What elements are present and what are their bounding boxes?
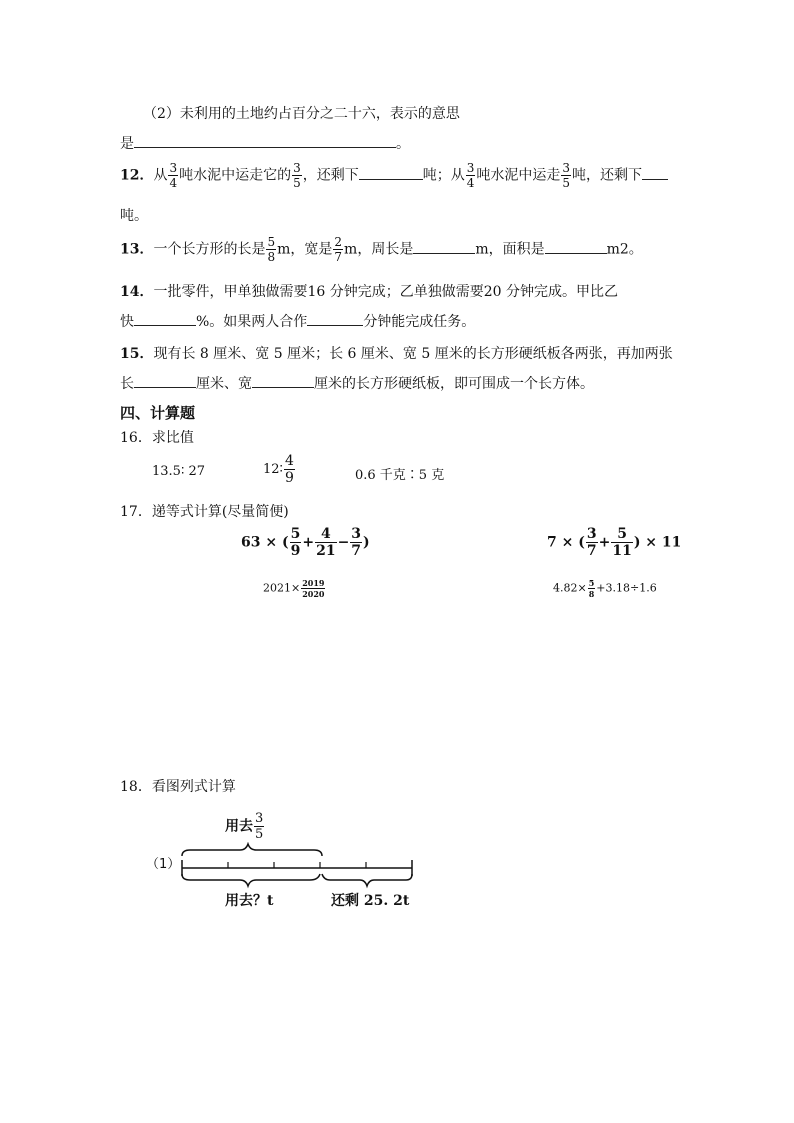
q11-2-line2	[120, 133, 410, 153]
q16-expr-2	[263, 454, 296, 485]
q13-text: m2。	[606, 241, 643, 258]
q17-text: 63 × (	[241, 534, 289, 551]
q14-line2	[120, 311, 475, 331]
fraction: $\frac{3}{5}$	[255, 811, 264, 842]
q17-text: 4.82×	[553, 581, 587, 595]
answer-blank[interactable]	[307, 311, 363, 326]
q17-expr-3	[263, 579, 326, 598]
q16-text: 12∶	[263, 462, 283, 477]
q12-line1	[120, 162, 668, 189]
fraction: $\frac{2019}{2020}$	[302, 578, 325, 599]
q11-2-suffix: 。	[396, 136, 410, 152]
q15-line1	[120, 343, 673, 363]
q12-text: ，还剩下	[302, 167, 359, 184]
answer-blank[interactable]	[413, 239, 475, 254]
fraction: $\frac{3}{5}$	[562, 161, 571, 190]
q17-expr-2	[547, 527, 681, 558]
q17-text: +3.18÷1.6	[596, 581, 657, 595]
q12-number: 12．	[120, 167, 154, 184]
fraction: $\frac{4}{9}$	[284, 453, 294, 486]
q12-text: 吨，还剩下	[572, 167, 643, 184]
answer-blank[interactable]	[134, 133, 396, 148]
q17-text: ) × 11	[633, 534, 682, 551]
answer-blank[interactable]	[545, 239, 607, 254]
q13-text: 一个长方形的长是	[153, 241, 266, 258]
answer-blank[interactable]	[134, 311, 196, 326]
q12-text: 吨水泥中运走	[476, 167, 561, 184]
top-brace	[182, 844, 322, 856]
answer-blank[interactable]	[252, 373, 314, 388]
fraction: $\frac{3}{4}$	[466, 161, 475, 190]
q15-text: 厘米的长方形硬纸板，即可围成一个长方体。	[314, 376, 594, 392]
q14-number: 14．	[120, 284, 154, 300]
fraction: $\frac{3}{7}$	[351, 526, 362, 559]
q17-expr-4	[553, 579, 657, 598]
q11-2-prefix: 是	[120, 136, 134, 152]
answer-blank[interactable]	[134, 373, 196, 388]
q14-text: 一批零件，甲单独做需要16 分钟完成；乙单独做需要20 分钟完成。甲比乙	[153, 284, 619, 300]
bottom-brace-right	[322, 874, 412, 886]
fraction: $\frac{5}{8}$	[267, 235, 276, 264]
q12-text: 吨水泥中运走它的	[179, 167, 292, 184]
fraction: $\frac{3}{4}$	[169, 161, 178, 190]
section-heading: 四、计算题	[120, 404, 196, 422]
diagram-sub-label: （1）	[146, 857, 181, 872]
diagram-bottom-left-label: 用去？t	[225, 893, 274, 909]
fraction: $\frac{2}{7}$	[334, 235, 343, 264]
q13-number: 13．	[120, 241, 154, 258]
q17-title: 17．递等式计算(尽量简便)	[120, 504, 289, 520]
answer-blank[interactable]	[359, 165, 423, 180]
q14-text: 分钟能完成任务。	[363, 314, 476, 330]
fraction: $\frac{5}{8}$	[588, 578, 595, 599]
q15-text: 长	[120, 376, 134, 392]
diagram-bottom-right-label: 还剩 25. 2t	[331, 893, 410, 909]
fraction: $\frac{5}{9}$	[290, 526, 301, 559]
bottom-brace-left	[182, 874, 320, 886]
answer-blank[interactable]	[642, 165, 668, 180]
q17-text: )	[363, 534, 370, 551]
q14-line1	[120, 281, 618, 301]
q12-text: 从	[153, 167, 168, 184]
q17-text: −	[337, 534, 350, 551]
q15-number: 15．	[120, 346, 154, 362]
q13-text: m，宽是	[277, 241, 333, 258]
q17-text: 2021×	[263, 581, 301, 595]
q14-text: 快	[120, 314, 134, 330]
fraction: $\frac{5}{11}$	[612, 526, 632, 559]
q17-text: 7 × (	[547, 534, 585, 551]
diagram-top-label	[225, 812, 265, 841]
q13-line	[120, 236, 643, 263]
q15-text: 厘米、宽	[196, 376, 252, 392]
q16-title: 16．求比值	[120, 430, 194, 446]
q12-line2: 吨。	[120, 208, 148, 224]
q13-text: m，周长是	[344, 241, 414, 258]
q17-text: +	[598, 534, 611, 551]
q16-expr-3: 0.6 千克∶5 克	[355, 468, 445, 483]
q14-text: %。如果两人合作	[196, 314, 308, 330]
q15-text: 现有长 8 厘米、宽 5 厘米；长 6 厘米、宽 5 厘米的长方形硬纸板各两张，再加两张	[153, 346, 673, 362]
fraction: $\frac{3}{7}$	[586, 526, 597, 559]
q18-title: 18．看图列式计算	[120, 779, 236, 795]
diagram-label-text: 用去	[225, 818, 253, 835]
q17-text: +	[302, 534, 315, 551]
q11-2-line1: （2）未利用的土地约占百分之二十六，表示的意思	[143, 106, 460, 122]
q15-line2	[120, 373, 594, 393]
q13-text: m，面积是	[475, 241, 545, 258]
q12-text: 吨；从	[422, 167, 465, 184]
fraction: $\frac{3}{5}$	[293, 161, 301, 190]
q16-expr-1: 13.5∶ 27	[152, 464, 206, 479]
fraction: $\frac{4}{21}$	[316, 526, 336, 559]
q17-expr-1	[241, 527, 370, 558]
